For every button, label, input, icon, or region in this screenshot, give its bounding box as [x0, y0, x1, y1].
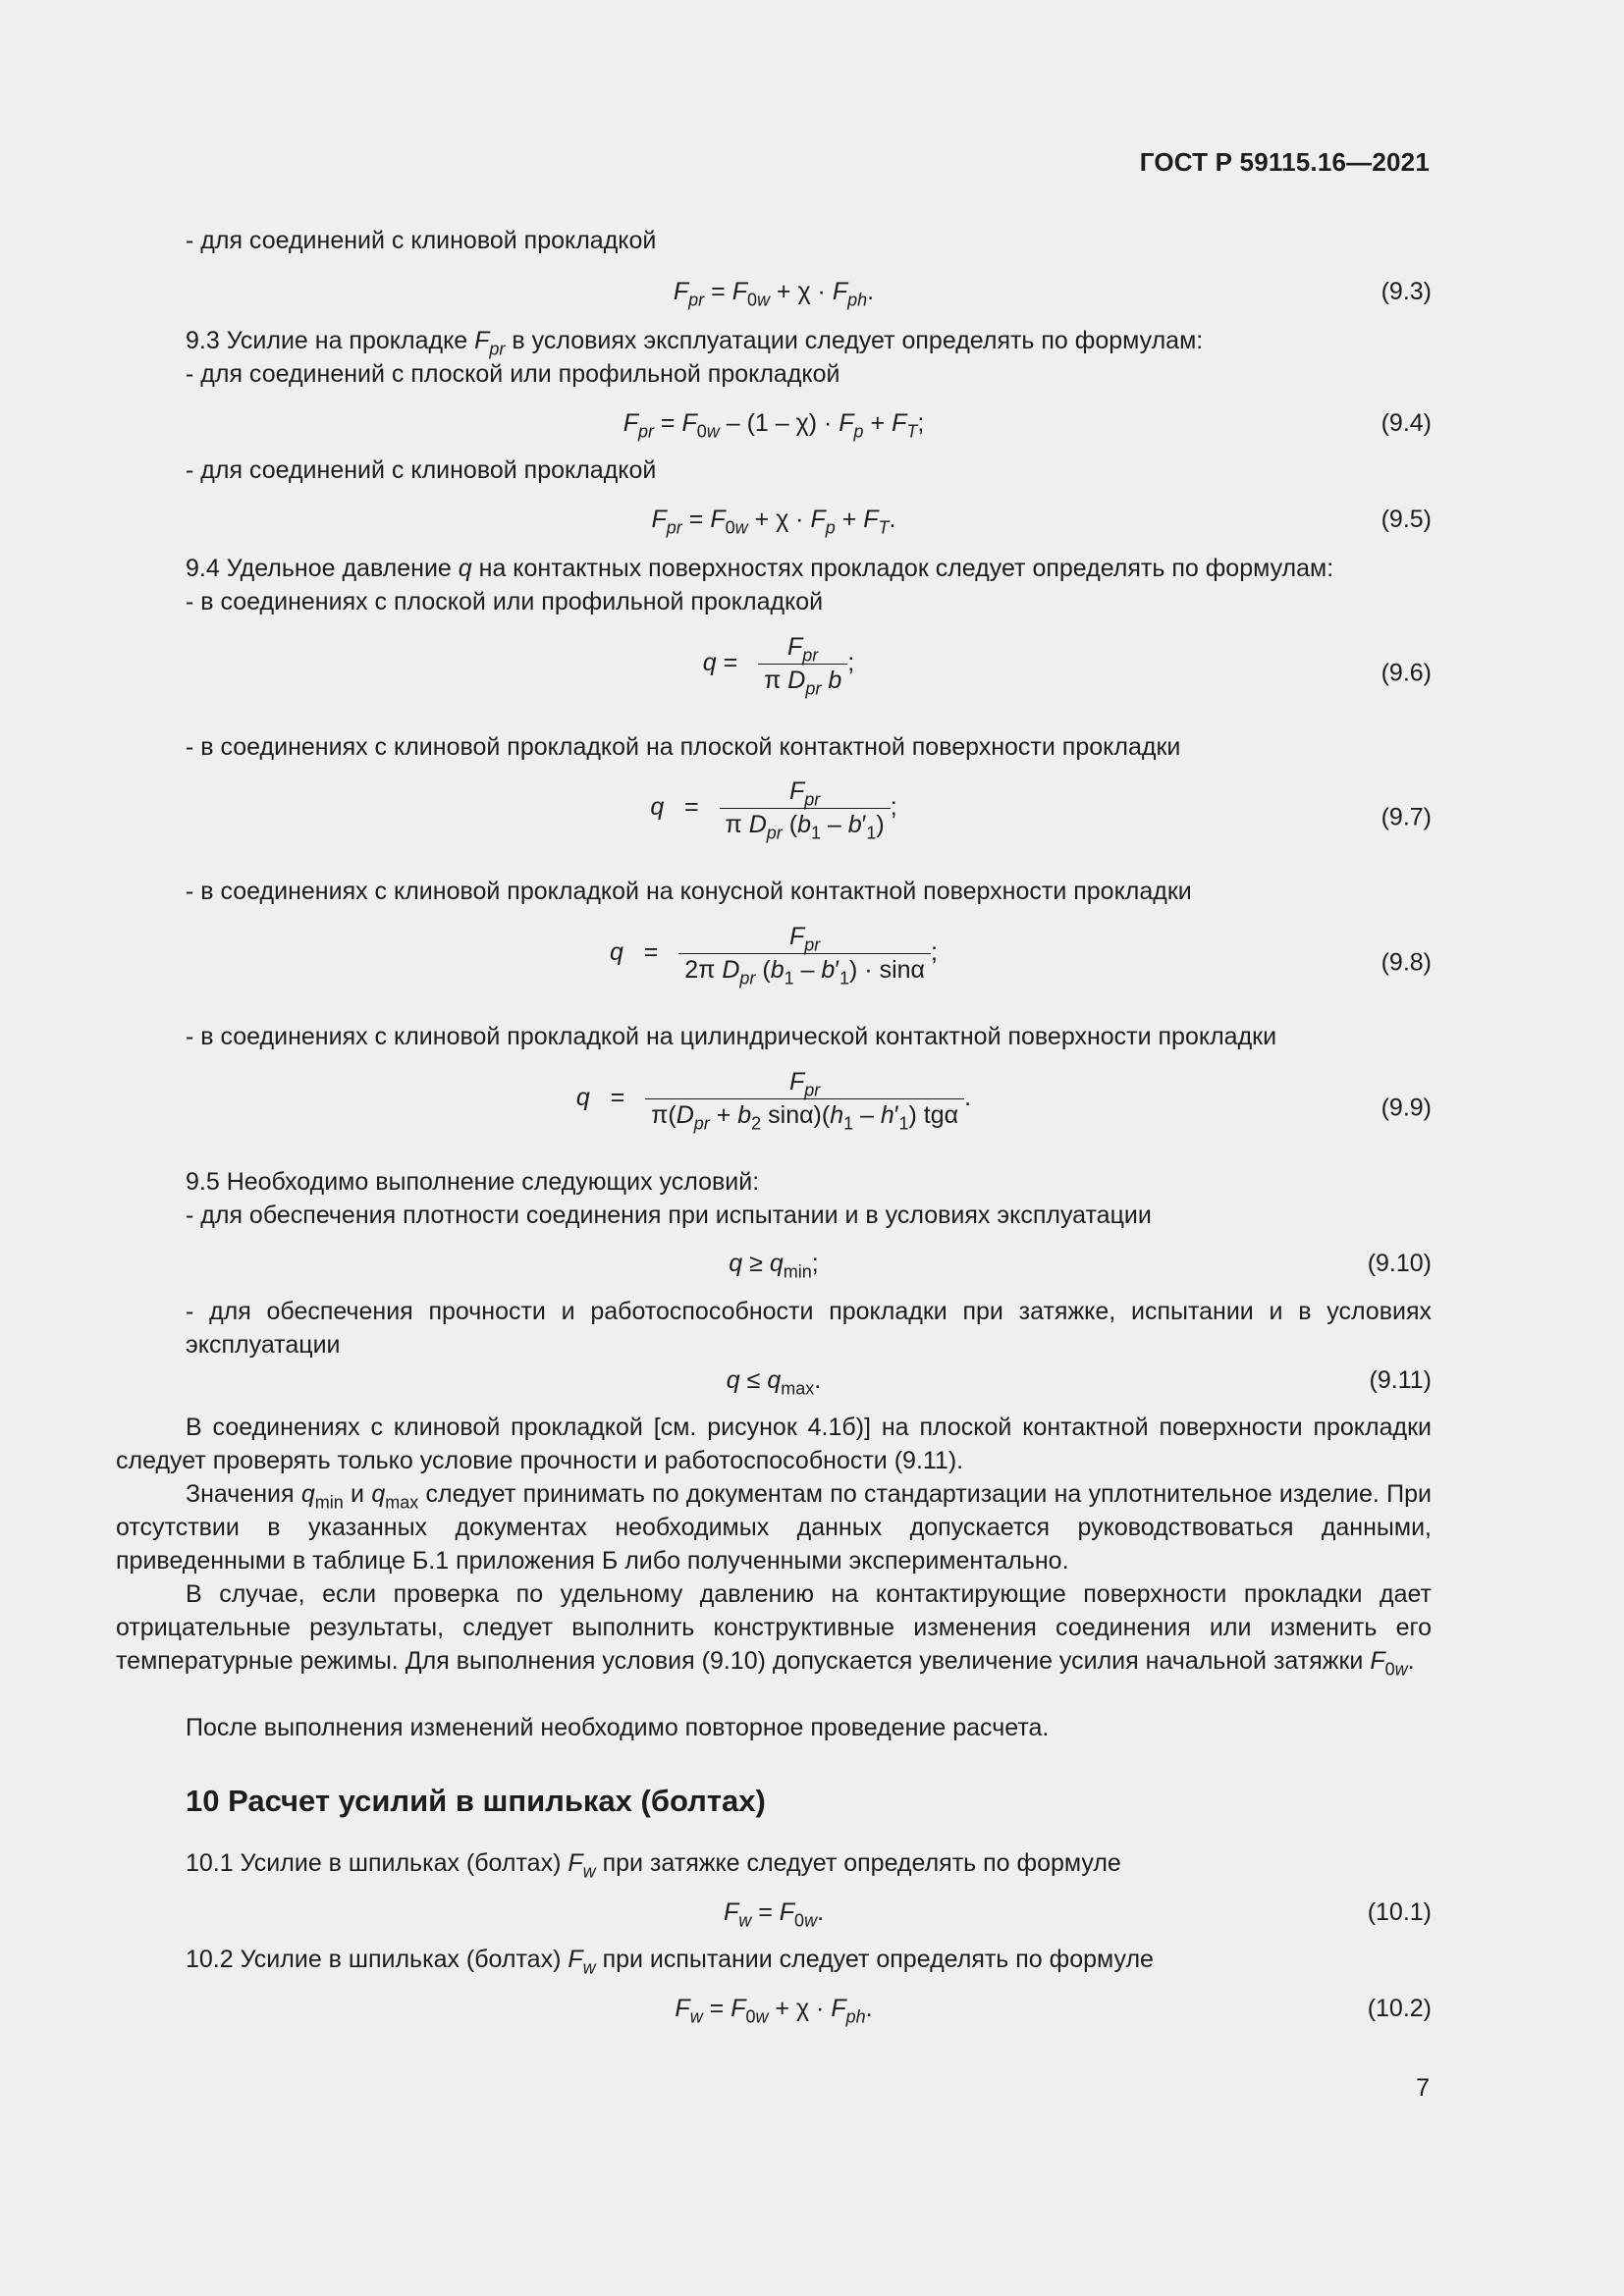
text-paragraph: - для обеспечения прочности и работоспособности прокладки при затяжке, испытании и в условиях эксплуатации	[186, 1298, 1432, 1359]
formula-number: (9.10)	[1367, 1250, 1432, 1277]
page-number: 7	[1416, 2074, 1430, 2102]
formula-number: (9.11)	[1369, 1366, 1432, 1394]
formula-number: (9.6)	[1380, 659, 1432, 687]
formula-9-10: $q \ge q_{min}$; (9.10)	[116, 1244, 1432, 1283]
formula-number: (9.3)	[1380, 278, 1432, 305]
formula-10-1: $F_w = F_{0w}$. (10.1)	[116, 1893, 1432, 1932]
text-paragraph: Значения $q_{min}$ и $q_{max}$ следует принимать по документам по стандартизации на уплотнительное изделие. При отсутствии в указанных документах необходимых данных допускается руководствоваться данными, приведенными в таблице Б.1 приложения Б либо полученными экспериментально.	[116, 1480, 1432, 1575]
text-paragraph: В соединениях с клиновой прокладкой [см. рисунок 4.1б)] на плоской контактной поверхности прокладки следует проверять только условие прочности и работоспособности (9.11).	[116, 1414, 1432, 1474]
text-line: - для соединений с клиновой прокладкой	[186, 456, 657, 484]
formula-9-3: $F_{pr} = F_{0w} + \chi \cdot F_{ph}$. (9.3)	[116, 272, 1432, 311]
paragraph-10-2: 10.2 Усилие в шпильках (болтах) $F_w$ при испытании следует определять по формуле	[186, 1946, 1154, 1978]
text-line: - в соединениях с клиновой прокладкой на плоской контактной поверхности прокладки	[186, 733, 1181, 761]
formula-9-4: $F_{pr} = F_{0w} - (1 - \chi) \cdot F_p + F_T$; (9.4)	[116, 403, 1432, 443]
formula-9-11: $q \le q_{max}$. (9.11)	[116, 1361, 1432, 1400]
formula-number: (9.4)	[1380, 409, 1432, 437]
section-heading: 10 Расчет усилий в шпильках (болтах)	[186, 1784, 766, 1818]
paragraph-9-5: 9.5 Необходимо выполнение следующих условий:	[186, 1168, 760, 1196]
formula-9-6: q = $\frac{F_{pr}}{\pi D_{pr} b}$ ; (9.6)	[702, 633, 1432, 699]
text-line: - для соединений с клиновой прокладкой	[186, 227, 657, 254]
formula-number: (10.2)	[1367, 1995, 1432, 2022]
text-line: - в соединениях с клиновой прокладкой на цилиндрической контактной поверхности прокладки	[186, 1023, 1277, 1050]
formula-number: (9.8)	[1380, 948, 1432, 977]
text-line: - в соединениях с клиновой прокладкой на конусной контактной поверхности прокладки	[186, 878, 1192, 905]
paragraph-9-3: 9.3 Усилие на прокладке $F_{pr}$ в условиях эксплуатации следует определять по формулам:	[186, 327, 1204, 359]
text-paragraph: В случае, если проверка по удельному давлению на контактирующие поверхности прокладки дает отрицательные результаты, следует выполнить конструктивные изменения соединения или изменить его температурные режимы. Для выполнения условия (9.10) допускается увеличение усилия начальной затяжки $F_{0w}$.	[116, 1580, 1432, 1680]
paragraph-10-1: 10.1 Усилие в шпильках (болтах) $F_w$ при затяжке следует определять по формуле	[186, 1849, 1121, 1882]
standard-code-header: ГОСТ Р 59115.16—2021	[1139, 147, 1430, 177]
formula-9-5: $F_{pr} = F_{0w} + \chi \cdot F_p + F_T$. (9.5)	[116, 500, 1432, 539]
formula-9-9: q = $\frac{F_{pr}}{\pi(D_{pr} + b_2 \sin\alpha)(h_1 - h'_1) tg\alpha}$ . (9.9)	[575, 1068, 1432, 1134]
text-line: После выполнения изменений необходимо повторное проведение расчета.	[186, 1714, 1050, 1741]
formula-number: (9.7)	[1380, 803, 1432, 831]
formula-10-2: $F_w = F_{0w} + \chi \cdot F_{ph}$. (10.2)	[116, 1989, 1432, 2028]
paragraph-9-4: 9.4 Удельное давление q на контактных поверхностях прокладок следует определять по формулам:	[186, 555, 1334, 582]
formula-number: (9.9)	[1380, 1094, 1432, 1122]
formula-number: (9.5)	[1380, 506, 1432, 533]
text-line: - в соединениях с плоской или профильной прокладкой	[186, 588, 824, 615]
text-line: - для соединений с плоской или профильной прокладкой	[186, 360, 840, 388]
formula-number: (10.1)	[1367, 1898, 1432, 1926]
formula-9-7: q = $\frac{F_{pr}}{\pi D_{pr} (b_1 - b'_1)}$ ; (9.7)	[650, 777, 1432, 843]
formula-9-8: q = $\frac{F_{pr}}{2\pi D_{pr} (b_1 - b'_1) \cdot \sin\alpha}$ ; (9.8)	[610, 923, 1432, 988]
text-line: - для обеспечения плотности соединения при испытании и в условиях эксплуатации	[186, 1201, 1152, 1229]
